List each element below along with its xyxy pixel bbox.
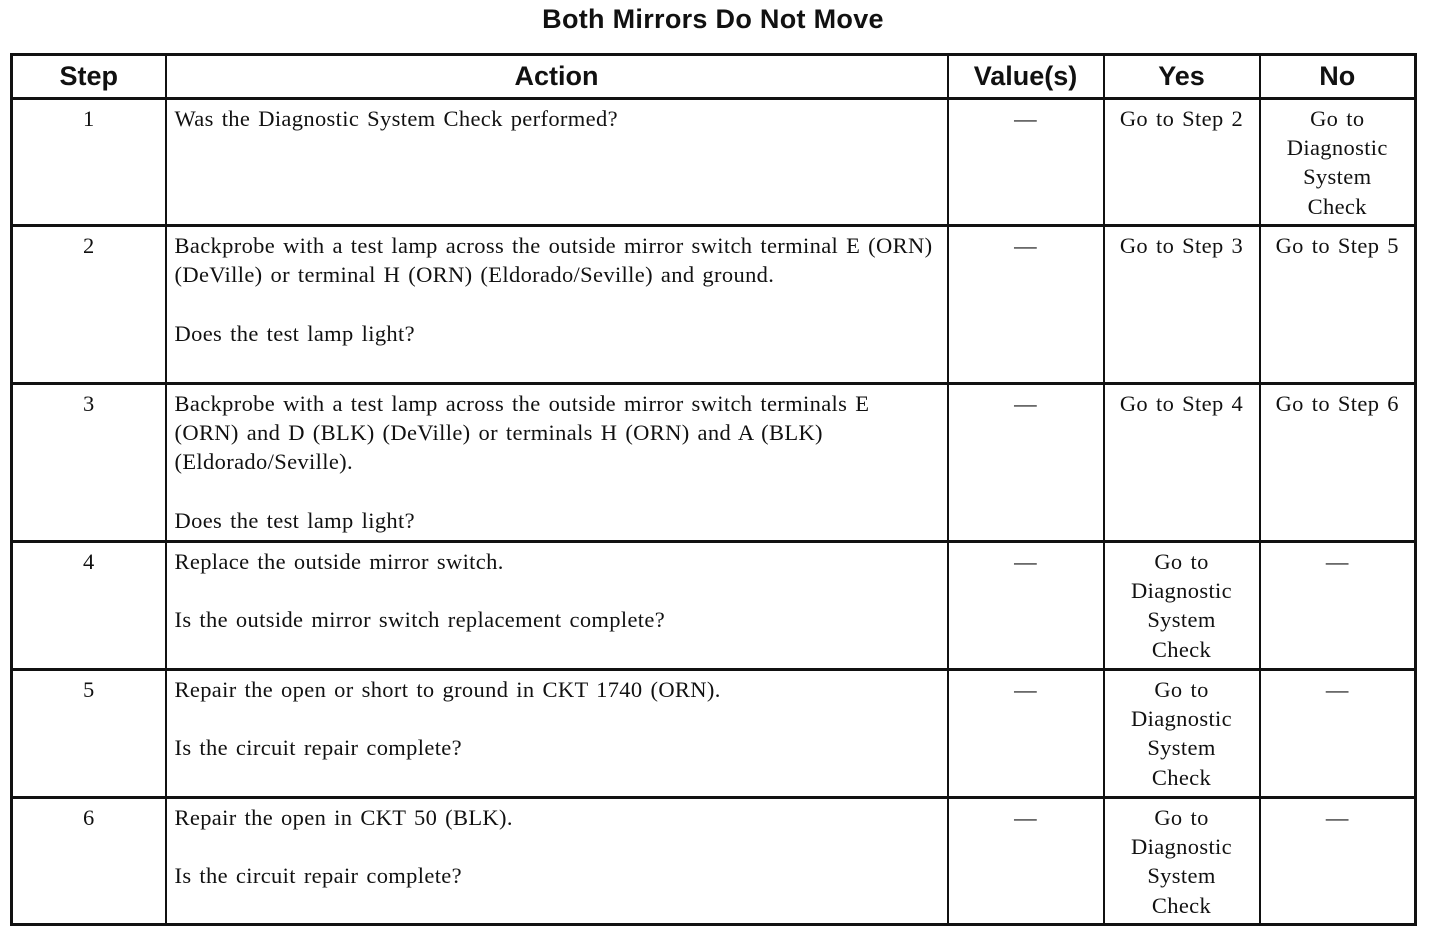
action-question: Is the outside mirror switch replacement complete? — [174, 607, 666, 633]
value-cell: — — [948, 670, 1104, 798]
step-number: 6 — [12, 798, 166, 925]
action-text: Repair the open in CKT 50 (BLK). — [174, 805, 513, 830]
no-text: Go to Step 6 — [1275, 391, 1399, 416]
yes-text: Go to Diagnostic System Check — [1131, 677, 1232, 790]
no-text: Go to Step 5 — [1275, 233, 1399, 258]
page-title: Both Mirrors Do Not Move — [542, 4, 884, 34]
action-cell — [166, 99, 948, 226]
action-question: Is the circuit repair complete? — [174, 863, 462, 889]
diagnostic-table — [10, 53, 1417, 926]
table-row — [12, 798, 1416, 925]
action-text: Was the Diagnostic System Check performed? — [174, 106, 618, 131]
action-text: Backprobe with a test lamp across the outside mirror switch terminals E (ORN) and D (BLK) (DeVille) or terminals H (ORN) and A (BLK) (Eldorado/Seville). — [174, 391, 870, 475]
yes-text: Go to Step 3 — [1119, 233, 1244, 258]
no-cell — [1260, 670, 1416, 798]
value-cell: — — [948, 542, 1104, 670]
table-row — [12, 226, 1416, 384]
yes-cell — [1104, 670, 1260, 798]
no-cell — [1260, 384, 1416, 542]
yes-cell — [1104, 226, 1260, 384]
header-row — [12, 55, 1416, 99]
yes-text: Go to Diagnostic System Check — [1131, 805, 1232, 918]
header-no: No — [1260, 55, 1416, 99]
action-question: Does the test lamp light? — [174, 507, 415, 533]
table-row — [12, 99, 1416, 226]
value-cell: — — [948, 798, 1104, 925]
no-text: Go to Diagnostic System Check — [1286, 106, 1388, 219]
yes-cell — [1104, 542, 1260, 670]
header-yes: Yes — [1104, 55, 1260, 99]
yes-text: Go to Step 2 — [1119, 106, 1244, 131]
action-cell — [166, 384, 948, 542]
action-cell — [166, 670, 948, 798]
table-row — [12, 542, 1416, 670]
action-text: Backprobe with a test lamp across the outside mirror switch terminal E (ORN) (DeVille) or terminal H (ORN) (Eldorado/Seville) and ground. — [174, 233, 933, 288]
action-cell — [166, 226, 948, 384]
action-question: Is the circuit repair complete? — [174, 735, 462, 761]
yes-cell — [1104, 384, 1260, 542]
no-cell — [1260, 226, 1416, 384]
action-text: Replace the outside mirror switch. — [174, 549, 504, 574]
value-cell: — — [948, 99, 1104, 226]
no-cell — [1260, 542, 1416, 670]
yes-cell — [1104, 99, 1260, 226]
action-text: Repair the open or short to ground in CKT 1740 (ORN). — [174, 677, 721, 702]
action-cell — [166, 542, 948, 670]
table-row — [12, 384, 1416, 542]
header-action: Action — [166, 55, 948, 99]
value-cell: — — [948, 384, 1104, 542]
yes-cell — [1104, 798, 1260, 925]
step-number: 3 — [12, 384, 166, 542]
action-cell — [166, 798, 948, 925]
no-text: — — [1325, 549, 1349, 574]
no-text: — — [1325, 805, 1349, 830]
step-number: 1 — [12, 99, 166, 226]
step-number: 2 — [12, 226, 166, 384]
step-number: 5 — [12, 670, 166, 798]
no-cell — [1260, 99, 1416, 226]
yes-text: Go to Diagnostic System Check — [1131, 549, 1232, 662]
no-text: — — [1325, 677, 1349, 702]
header-step: Step — [12, 55, 166, 99]
action-question: Does the test lamp light? — [174, 320, 415, 346]
yes-text: Go to Step 4 — [1119, 391, 1244, 416]
no-cell — [1260, 798, 1416, 925]
step-number: 4 — [12, 542, 166, 670]
value-cell: — — [948, 226, 1104, 384]
table-row — [12, 670, 1416, 798]
header-values: Value(s) — [948, 55, 1104, 99]
